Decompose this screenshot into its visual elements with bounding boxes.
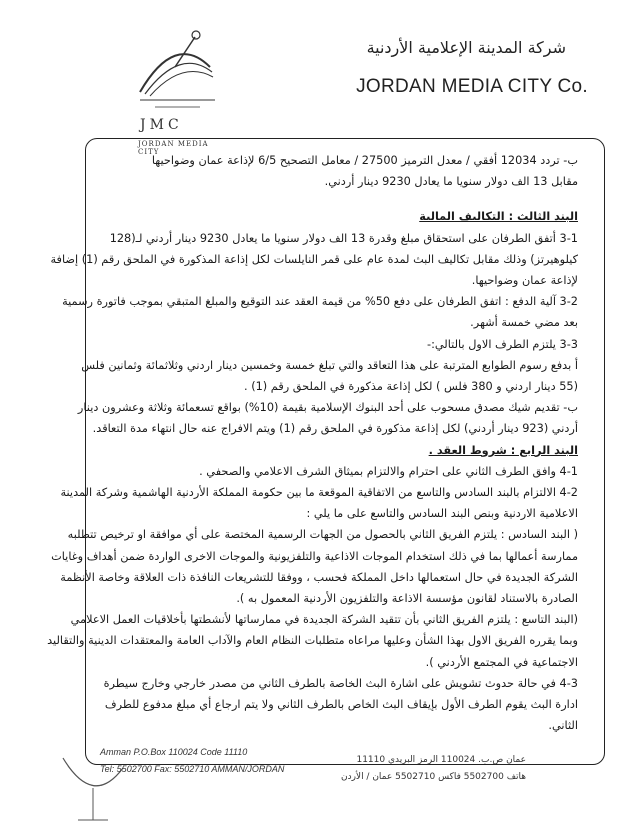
company-logo <box>120 22 230 156</box>
body-line: أ بدفع رسوم الطوابع المترتبة على هذا التعاقد والتي تبلغ خمسة وخمسين دينار اردني وثلاثمائة وثمانين فلس <box>81 358 578 372</box>
body-line: مقابل 13 الف دولار سنويا ما يعادل 9230 دينار أردني. <box>324 175 578 189</box>
body-line: ب- تردد 12034 أفقي / معدل الترميز 27500 / معامل التصحيح 6/5 لإذاعة عمان وضواحيها <box>151 154 578 167</box>
footer-phone-en: Tel: 5502700 Fax: 5502710 AMMAN/JORDAN <box>100 764 285 774</box>
body-line: الثاني. <box>548 719 578 733</box>
body-line: كيلوهيرتز) وذلك مقابل تكاليف البث لمدة عام على قمر النايلسات لكل إذاعة المذكورة في الملحق رقم (1) إضافة <box>50 252 578 266</box>
logo-letters: JMC <box>140 117 183 133</box>
footer-address-ar: عمان ص.ب. 110024 الرمز البريدي 11110 <box>356 755 526 765</box>
body-line: ادارة البث يقوم الطرف الأول بإيقاف البث الخاص بالطرف الثاني ولا يتم ارجاع أي مبلغ مدفوع للطرف <box>104 698 578 712</box>
footer-arabic <box>341 752 526 786</box>
company-name-english: JORDAN MEDIA CITY Co. <box>356 76 588 97</box>
section-3-title: البند الثالث : التكاليف المالية <box>419 210 578 224</box>
footer-phone-ar: هاتف 5502700 فاكس 5502710 عمان / الأردن <box>340 772 526 782</box>
body-line: الشركة الجديدة في حال استعمالها داخل المملكة فحسب ، ووفقا للتشريعات النافذة ذات العلاقة وخاصة الأنظمة <box>60 570 578 584</box>
body-line: لإذاعة عمان وضواحيها. <box>471 274 578 288</box>
logo-caption: JORDAN MEDIA CITY <box>138 140 209 156</box>
footer-english <box>100 744 284 778</box>
body-line: ممارسة أعمالها بما في ذلك استخدام الموجات الاذاعية والتلفزيونية والموجات الاخرى الواردة ضمن أهداف وغايات <box>51 549 578 563</box>
body-line: 4-3 في حالة حدوث تشويش على اشارة البث الخاصة بالطرف الثاني من مصدر خارجي وخارج سيطرة <box>103 676 578 690</box>
body-line: الاجتماعية في المجتمع الأردني ). <box>425 655 578 669</box>
body-line: وبما يقرره الفريق الاول بهذا الشأن وعليها مراعاه متطلبات النظام العام والآداب العامة والمعتقدات الدينية والتقاليد <box>47 634 578 648</box>
body-line: الصادرة بالاستناد لقانون مؤسسة الاذاعة والتلفزيون الأردنية المعمول به ). <box>236 592 578 606</box>
body-line: الاعلامية الاردنية وبنص البند السادس والتاسع على ما يلي : <box>306 507 578 521</box>
satellite-dish-icon <box>120 22 230 117</box>
body-line: 4-2 الالتزام بالبند السادس والتاسع من الاتفاقية الموقعة ما بين حكومة المملكة الأردنية الهاشمية وشركة المدينة <box>60 486 578 500</box>
body-line: (البند التاسع : يلتزم الفريق الثاني بأن تتقيد الشركة الجديدة في ممارساتها لأنشطتها بأخلاقيات العمل الاعلامي <box>70 613 578 627</box>
body-line: (55 دينار اردني و 380 فلس ) لكل إذاعة مذكورة في الملحق رقم (1) . <box>244 380 578 394</box>
body-line: ب- تقديم شيك مصدق مسحوب على أحد البنوك الإسلامية بقيمة (10%) بواقع تسعمائة وثلاثة وعشرون دينار <box>77 401 578 415</box>
footer-address-en: Amman P.O.Box 110024 Code 11110 <box>100 747 248 757</box>
body-line: ( البند السادس : يلتزم الفريق الثاني بالحصول من الجهات الرسمية المختصة على أي موافقة او ترخيص تتطلبه <box>67 528 578 542</box>
body-line: بعد مضي خمسة أشهر. <box>470 316 578 330</box>
body-line: أردني (923 دينار أردني) لكل إذاعة مذكورة في الملحق رقم (1) ويتم الافراج عنه حال انتهاء مدة التعاقد. <box>92 422 578 436</box>
body-line: 3-3 يلتزم الطرف الاول بالتالي:- <box>427 337 578 351</box>
body-line: 3-2 آلية الدفع : اتفق الطرفان على دفع 50% من قيمة العقد عند التوقيع والمبلغ المتبقي بموجب فاتورة رسمية <box>62 295 578 309</box>
document-body <box>47 150 578 736</box>
body-line: 4-1 وافق الطرف الثاني على احترام والالتزام بميثاق الشرف الاعلامي والصحفي . <box>199 464 578 478</box>
company-name-arabic: شركة المدينة الإعلامية الأردنية <box>366 38 566 57</box>
section-4-title: البند الرابع : شروط العقد . <box>428 443 578 457</box>
body-line: 3-1 أتفق الطرفان على استحقاق مبلغ وقدرة 13 الف دولار سنويا ما يعادل 9230 دينار أردني لـ(128 <box>109 231 578 245</box>
